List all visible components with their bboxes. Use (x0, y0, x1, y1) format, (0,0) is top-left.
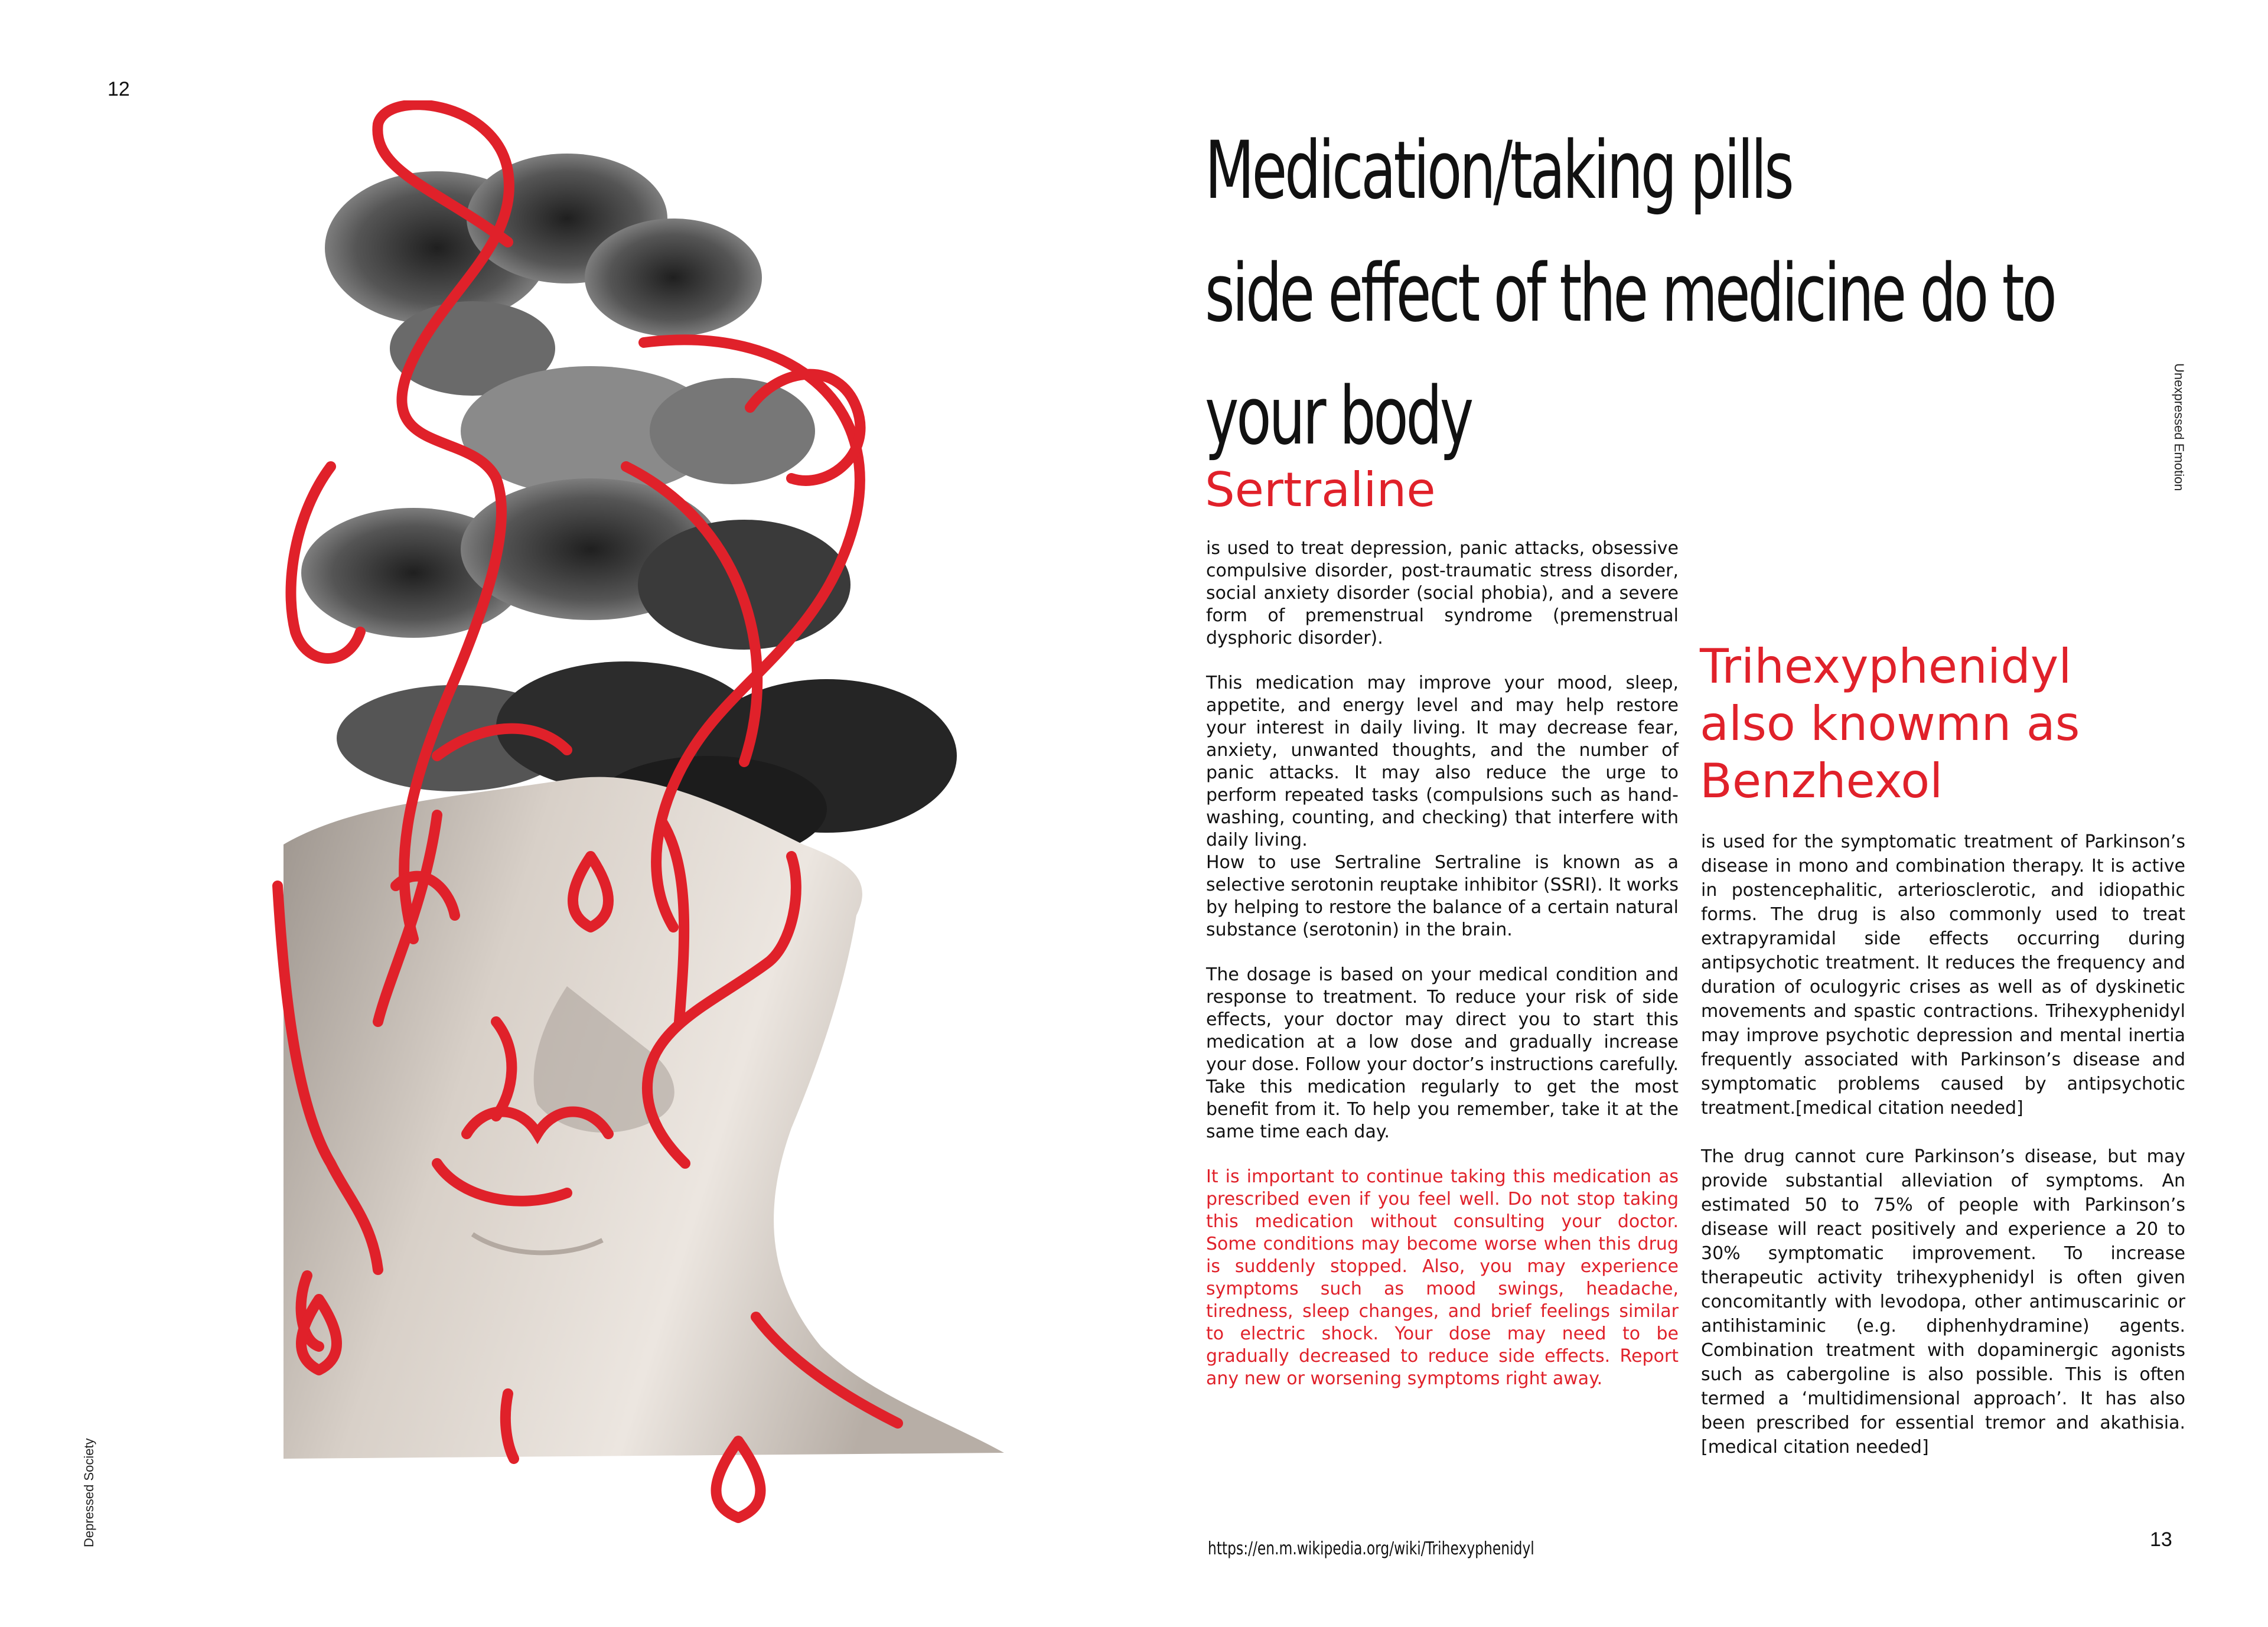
sertraline-paragraph-2: This medication may improve your mood, sleep, appetite, and energy level and may help restore your interest in daily living. It may decrease fear, anxiety, unwanted thoughts, and the number of panic attacks. It may also reduce the urge to perform repeated tasks (compulsions such as hand-washing, counting, and checking) that interfere with daily living. How to use Sertraline Sertraline is known as a selective serotonin reuptake inhibitor (SSRI). It works by helping to restore the balance of a certain natural substance (serotonin) in the brain. (1206, 673, 1679, 940)
page-number-left: 12 (107, 78, 130, 100)
side-label-right: Unexpressed Emotion (2172, 363, 2186, 491)
trihexyphenidyl-heading-line-1: Trihexyphenidyl (1700, 639, 2072, 694)
trihexyphenidyl-heading-line-2: also knowmn as (1700, 696, 2080, 751)
trihexyphenidyl-body (1701, 830, 2185, 1482)
title-line-3: your body (1205, 370, 1471, 462)
trihexyphenidyl-heading (1700, 638, 2080, 810)
page-title (1205, 109, 2204, 478)
source-url[interactable]: https://en.m.wikipedia.org/wiki/Trihexyphenidyl (1208, 1538, 1534, 1559)
trihexyphenidyl-paragraph-1: is used for the symptomatic treatment of Parkinson’s disease in mono and combination therapy. It is active in postencephalitic, arteriosclerotic, and idiopathic forms. The drug is also commonly used to treat extrapyramidal side effects occurring during antipsychotic treatment. It reduces the frequency and duration of oculogyric crises as well as of dyskinetic movements and spastic contractions. Trihexyphenidyl may improve psychotic depression and mental inertia frequently associated with Parkinson’s disease and symptomatic problems caused by antipsychotic treatment.[medical citation needed] (1701, 832, 2185, 1119)
page-number-right: 13 (2150, 1528, 2172, 1551)
sertraline-paragraph-3: The dosage is based on your medical condition and response to treatment. To reduce your risk of side effects, your doctor may direct you to start this medication at a low dose and gradually increase your dose. Follow your doctor’s instructions carefully. Take this medication regularly to get the most benefit from it. To help you remember, take it at the same time each day. (1206, 964, 1679, 1142)
trihexyphenidyl-paragraph-2: The drug cannot cure Parkinson’s disease, but may provide substantial alleviation of symptoms. An estimated 50 to 75% of people with Parkinson’s disease will react positively and experience a 20 to 30% symptomatic improvement. To increase therapeutic activity trihexyphenidyl is often given concomitantly with levodopa, other antimuscarinic or antihistaminic (e.g. diphenhydramine) agents. Combination treatment with dopaminergic agonists such as cabergoline is also possible. This is often termed a ‘multidimensional approach’. It has also been prescribed for essential tremor and akathisia.[medical citation needed] (1701, 1146, 2185, 1458)
sertraline-warning: It is important to continue taking this medication as prescribed even if you feel well. Do not stop taking this medication without consulting your doctor. Some conditions may become worse when this drug is suddenly stopped. Also, you may experience symptoms such as mood swings, headache, tiredness, sleep changes, and brief feelings similar to electric shock. Your dose may need to be gradually decreased to reduce side effects. Report any new or worsening symptoms right away. (1206, 1166, 1679, 1389)
title-line-1: Medication/taking pills (1205, 124, 1792, 217)
side-label-left: Depressed Society (82, 1438, 96, 1547)
sertraline-heading: Sertraline (1205, 462, 1436, 517)
sertraline-paragraph-1: is used to treat depression, panic attacks, obsessive compulsive disorder, post-traumatic stress disorder, social anxiety disorder (social phobia), and a severe form of premenstrual syndrome (premenstrual dysphoric disorder). (1206, 538, 1679, 648)
trihexyphenidyl-heading-line-3: Benzhexol (1700, 754, 1943, 808)
title-line-2: side effect of the medicine do to (1205, 247, 2055, 340)
head-smoke-illustration (260, 100, 1045, 1530)
sertraline-body (1206, 537, 1679, 1413)
